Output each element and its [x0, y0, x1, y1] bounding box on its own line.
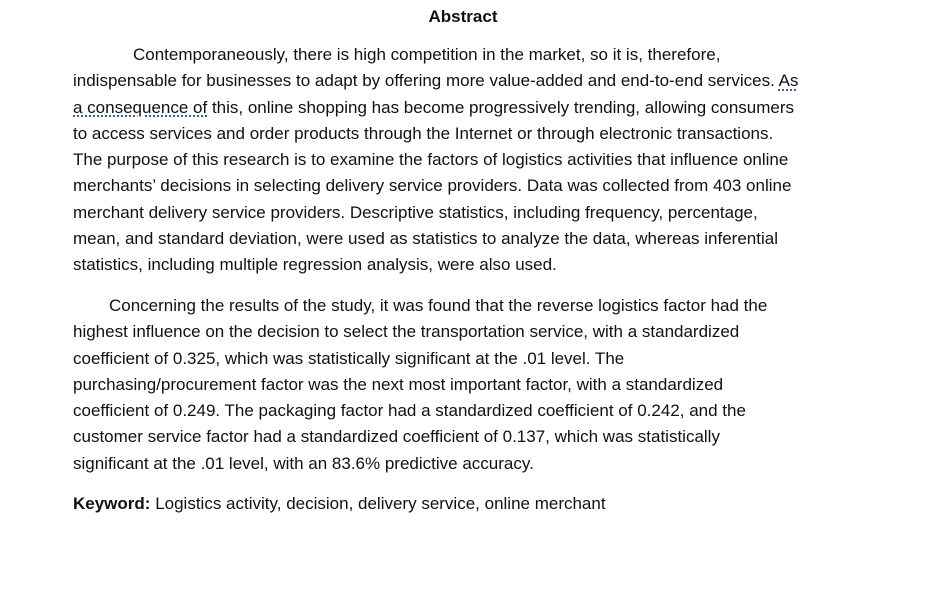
paragraph-line: The purpose of this research is to examine the factors of logistics activities that influence online: [73, 150, 789, 170]
abstract-paragraph-2: [73, 293, 873, 477]
paragraph-line: merchant delivery service providers. Descriptive statistics, including frequency, percentage,: [73, 202, 758, 222]
paragraph-line: merchants’ decisions in selecting delivery service providers. Data was collected from 403 online: [73, 176, 792, 196]
grammar-flag-text[interactable]: As: [778, 71, 799, 91]
abstract-paragraph-1: [73, 42, 873, 279]
paragraph-line: coefficient of 0.249. The packaging factor had a standardized coefficient of 0.242, and the: [73, 401, 746, 421]
paragraph-line: to access services and order products through the Internet or through electronic transactions.: [73, 123, 774, 143]
abstract-heading: Abstract: [428, 7, 498, 26]
paragraph-line: customer service factor had a standardized coefficient of 0.137, which was statistically: [73, 427, 720, 447]
paragraph-line: [73, 95, 873, 121]
paragraph-line: Contemporaneously, there is high competition in the market, so it is, therefore,: [133, 45, 721, 64]
paragraph-line: statistics, including multiple regression analysis, were also used.: [73, 255, 557, 275]
paragraph-line: highest influence on the decision to select the transportation service, with a standardized: [73, 322, 740, 342]
keywords-line: [73, 491, 606, 517]
keywords-label: Keyword:: [73, 494, 151, 513]
paragraph-line: significant at the .01 level, with an 83.6% predictive accuracy.: [73, 453, 534, 473]
paragraph-line: [73, 68, 873, 94]
paragraph-line: mean, and standard deviation, were used as statistics to analyze the data, whereas inferential: [73, 229, 778, 249]
paragraph-text: this, online shopping has become progressively trending, allowing consumers: [207, 97, 795, 117]
paragraph-text: indispensable for businesses to adapt by offering more value-added and end-to-end services.: [73, 71, 775, 91]
paragraph-line: Concerning the results of the study, it was found that the reverse logistics factor had the: [109, 296, 768, 315]
paragraph-line: coefficient of 0.325, which was statistically significant at the .01 level. The: [73, 348, 625, 368]
paragraph-line: purchasing/procurement factor was the next most important factor, with a standardized: [73, 374, 724, 394]
keywords-text: Logistics activity, decision, delivery service, online merchant: [150, 494, 606, 513]
grammar-flag-text[interactable]: a consequence of: [73, 97, 208, 117]
